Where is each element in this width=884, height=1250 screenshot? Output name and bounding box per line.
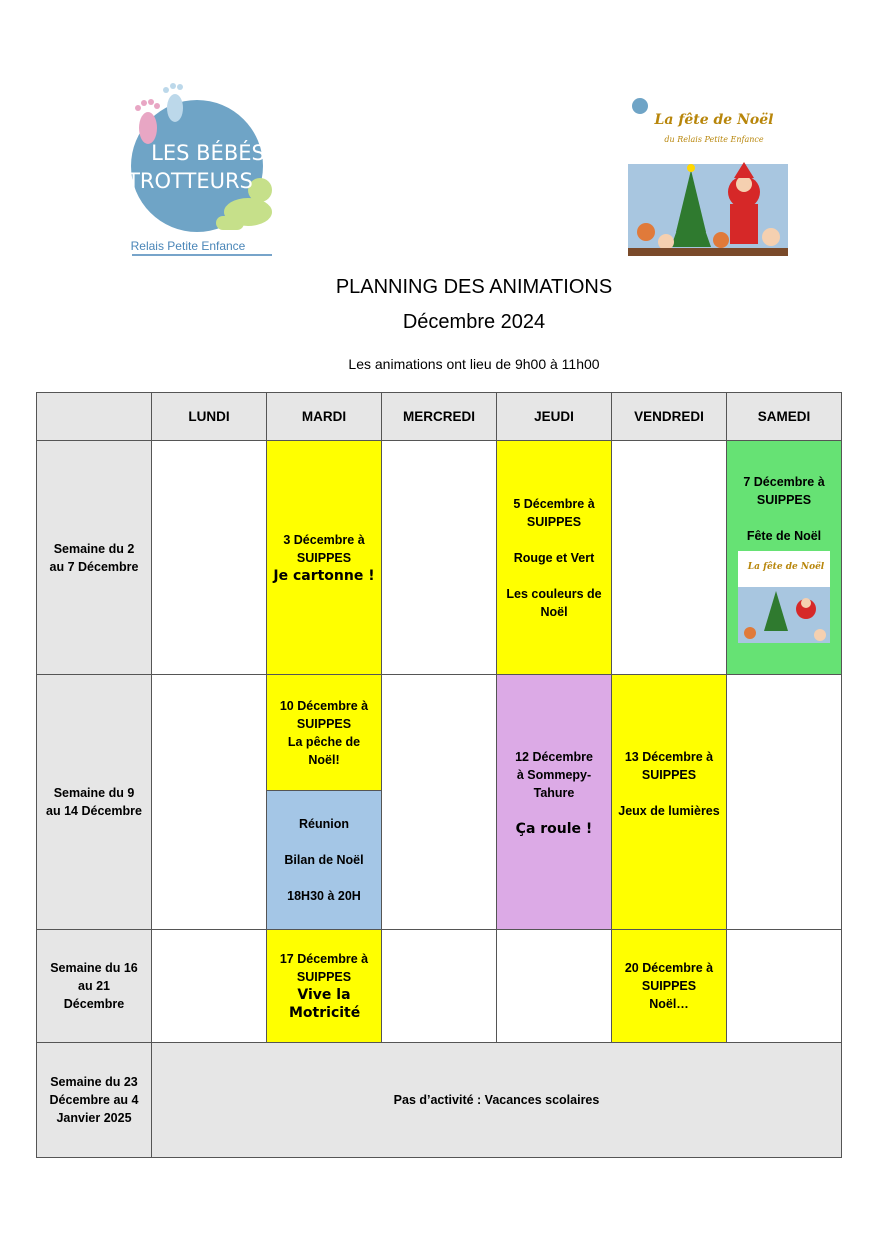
svg-text:La fête de Noël: La fête de Noël (747, 561, 825, 572)
day-header: MARDI (267, 393, 382, 441)
day-header: LUNDI (152, 393, 267, 441)
day-header: JEUDI (497, 393, 612, 441)
meeting-cell: Réunion Bilan de Noël 18H30 à 20H (267, 791, 382, 930)
poster-subtitle: du Relais Petite Enfance (664, 135, 764, 144)
week-label: Semaine du 2 au 7 Décembre (37, 441, 152, 675)
cell-empty (382, 930, 497, 1043)
cell-empty (382, 441, 497, 675)
page-month: Décembre 2024 (402, 311, 546, 333)
activity-cell: 5 Décembre à SUIPPES Rouge et Vert Les couleurs de Noël (497, 441, 612, 675)
day-header: SAMEDI (727, 393, 842, 441)
activity-cell: 3 Décembre à SUIPPES Je cartonne ! (267, 441, 382, 675)
logo-tagline: Relais Petite Enfance (130, 239, 246, 253)
week-label: Semaine du 23 Décembre au 4 Janvier 2025 (37, 1043, 152, 1158)
cell-empty (497, 930, 612, 1043)
corner-cell (37, 393, 152, 441)
planning-table (36, 392, 842, 1158)
day-header: VENDREDI (612, 393, 727, 441)
table-row-week2 (37, 675, 842, 791)
activity-cell: 17 Décembre à SUIPPES Vive la Motricité (267, 930, 382, 1043)
activity-cell: 7 Décembre à SUIPPES Fête de Noël La fête de Noël (727, 441, 842, 675)
table-row-week1 (37, 441, 842, 675)
cell-empty (612, 441, 727, 675)
activity-cell: 12 Décembre à Sommepy-Tahure Ça roule ! (497, 675, 612, 930)
cell-empty (152, 675, 267, 930)
cell-empty (727, 930, 842, 1043)
page-subtitle: Les animations ont lieu de 9h00 à 11h00 (348, 356, 600, 372)
christmas-poster-thumbnail (738, 551, 830, 643)
week-label: Semaine du 16 au 21 Décembre (37, 930, 152, 1043)
week-label: Semaine du 9 au 14 Décembre (37, 675, 152, 930)
activity-cell: 13 Décembre à SUIPPES Jeux de lumières (612, 675, 727, 930)
table-header-row (37, 393, 842, 441)
holiday-note: Pas d’activité : Vacances scolaires (152, 1043, 842, 1158)
activity-cell: 10 Décembre à SUIPPES La pêche de Noël! (267, 675, 382, 791)
cell-empty (382, 675, 497, 930)
cell-empty (727, 675, 842, 930)
day-header: MERCREDI (382, 393, 497, 441)
activity-cell: 20 Décembre à SUIPPES Noël… (612, 930, 727, 1043)
page-title: PLANNING DES ANIMATIONS (335, 276, 613, 298)
logo-line1: LES BÉBÉS (151, 141, 265, 165)
poster-title: La fête de Noël (654, 112, 774, 128)
relais-logo (120, 80, 290, 260)
christmas-poster (626, 92, 790, 256)
logo-line2: TROTTEURS (127, 169, 253, 193)
table-row-week3 (37, 930, 842, 1043)
cell-empty (152, 441, 267, 675)
cell-empty (152, 930, 267, 1043)
table-row-week4 (37, 1043, 842, 1158)
